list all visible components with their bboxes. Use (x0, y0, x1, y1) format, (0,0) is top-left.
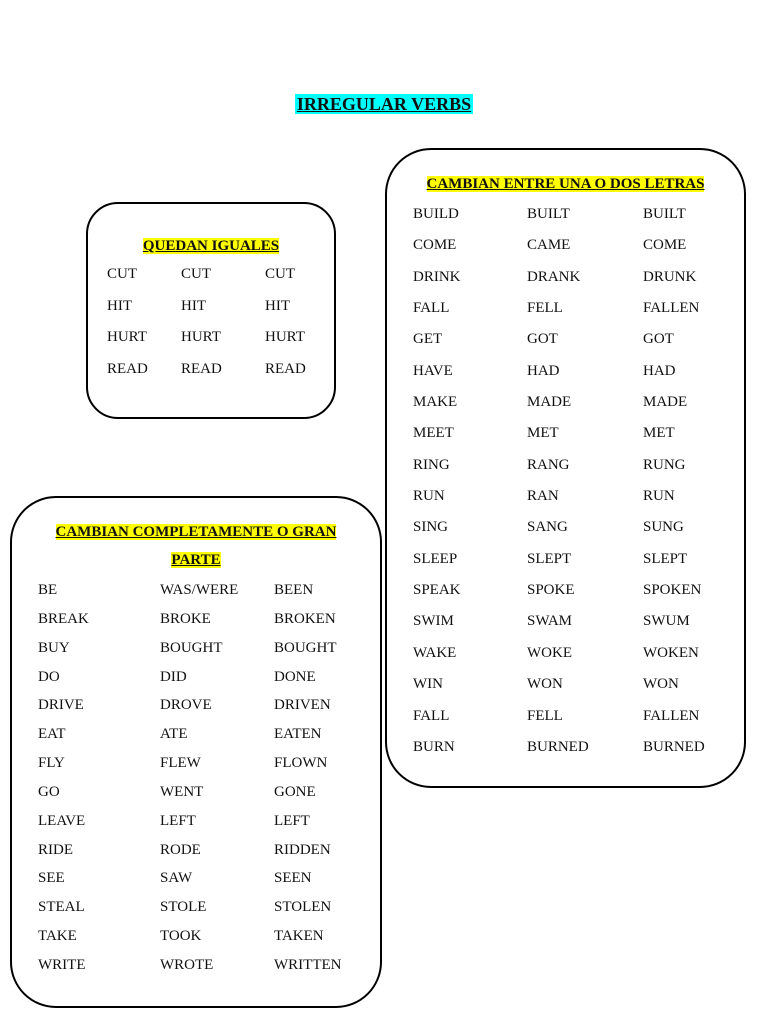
verb-past-simple: RAN (527, 488, 559, 505)
verb-past-simple: HAD (527, 362, 560, 379)
box-header-text: QUEDAN IGUALES (142, 238, 280, 254)
verb-past-simple: DROVE (160, 697, 212, 714)
verb-past-participle: SWUM (643, 613, 690, 630)
box-header-text: CAMBIAN COMPLETAMENTE O GRAN PARTE (55, 524, 337, 568)
verb-past-simple: SANG (527, 519, 568, 536)
verb-past-participle: DRUNK (643, 268, 697, 285)
verb-past-participle: RUN (643, 488, 675, 505)
verb-past-simple: SAW (160, 870, 193, 887)
verb-past-participle: BOUGHT (274, 639, 337, 656)
verb-base-form: CUT (107, 266, 137, 282)
verb-past-participle: MET (643, 425, 675, 442)
verb-past-simple: DID (160, 668, 187, 685)
table-row (387, 237, 744, 268)
table-row (12, 640, 380, 669)
verb-past-participle: HIT (265, 297, 290, 314)
verb-past-participle: BEEN (274, 582, 314, 598)
verb-past-participle: FALLEN (643, 707, 700, 724)
verb-base-form: GO (38, 783, 60, 800)
verb-past-participle: SUNG (643, 519, 684, 536)
verb-past-simple: BUILT (527, 206, 570, 222)
verb-past-simple: BROKE (160, 610, 211, 627)
table-row (12, 697, 380, 726)
verb-past-participle: LEFT (274, 812, 310, 829)
page-title-text: IRREGULAR VERBS (296, 94, 472, 114)
table-row (387, 425, 744, 456)
table-row (387, 206, 744, 237)
verb-table (12, 582, 380, 986)
verb-base-form: HAVE (413, 362, 453, 379)
verb-past-simple: MET (527, 425, 559, 442)
verb-base-form: TAKE (38, 928, 77, 945)
table-row (12, 726, 380, 755)
verb-past-simple: CUT (181, 266, 211, 282)
verb-base-form: BE (38, 582, 58, 598)
verb-base-form: DRINK (413, 268, 461, 285)
verb-past-simple: SWAM (527, 613, 573, 630)
verb-base-form: RIDE (38, 841, 73, 858)
table-row (12, 813, 380, 842)
table-row (387, 363, 744, 394)
table-row (88, 266, 334, 298)
table-row (12, 669, 380, 698)
verb-past-simple: HIT (181, 297, 206, 314)
verb-past-participle: RIDDEN (274, 841, 331, 858)
table-row (12, 611, 380, 640)
table-row (387, 269, 744, 300)
verb-past-simple: GOT (527, 331, 558, 348)
verb-past-participle: EATEN (274, 726, 322, 743)
verb-base-form: MAKE (413, 394, 458, 411)
table-row (12, 928, 380, 957)
verb-past-simple: RANG (527, 456, 570, 473)
verb-base-form: FALL (413, 707, 450, 724)
verb-past-participle: CUT (265, 266, 295, 282)
verb-base-form: COME (413, 237, 457, 254)
table-row (387, 488, 744, 519)
verb-base-form: EAT (38, 726, 66, 743)
verb-past-participle: SEEN (274, 870, 312, 887)
verb-past-simple: SLEPT (527, 550, 572, 567)
table-row (387, 708, 744, 739)
box-header (46, 518, 346, 574)
verb-base-form: GET (413, 331, 443, 348)
verb-base-form: WRITE (38, 956, 86, 973)
table-row (387, 676, 744, 707)
verb-past-simple: WOKE (527, 644, 572, 661)
verb-table (88, 266, 334, 392)
verb-past-participle: SPOKEN (643, 582, 702, 599)
verb-past-participle: GOT (643, 331, 674, 348)
verb-table (387, 206, 744, 770)
verb-past-participle: READ (265, 360, 306, 377)
verb-base-form: FALL (413, 300, 450, 317)
verb-base-form: BUILD (413, 206, 459, 222)
verb-past-participle: DONE (274, 668, 316, 685)
verb-past-simple: MADE (527, 394, 572, 411)
verb-past-simple: BOUGHT (160, 639, 223, 656)
verb-past-participle: TAKEN (274, 928, 324, 945)
verb-past-participle: MADE (643, 394, 688, 411)
box-header (387, 170, 744, 198)
verb-past-simple: SPOKE (527, 582, 575, 599)
verb-base-form: WIN (413, 676, 443, 693)
verb-past-participle: COME (643, 237, 687, 254)
verb-past-participle: WRITTEN (274, 956, 342, 973)
verb-past-participle: GONE (274, 783, 316, 800)
table-row (387, 613, 744, 644)
verb-past-simple: HURT (181, 329, 221, 345)
verb-base-form: HURT (107, 329, 147, 345)
box-header-text: CAMBIAN ENTRE UNA O DOS LETRAS (426, 176, 705, 192)
verb-base-form: SING (413, 519, 449, 536)
verb-past-simple: TOOK (160, 928, 202, 945)
verb-past-simple: BURNED (527, 738, 589, 755)
verb-base-form: BURN (413, 738, 455, 755)
verb-base-form: RING (413, 456, 450, 473)
verb-past-simple: WROTE (160, 956, 214, 973)
verb-past-simple: WAS/WERE (160, 582, 239, 598)
table-row (12, 957, 380, 986)
table-row (12, 582, 380, 611)
verb-base-form: DO (38, 668, 60, 685)
verb-past-participle: FLOWN (274, 755, 328, 772)
verb-past-participle: BROKEN (274, 610, 336, 627)
verb-base-form: HIT (107, 297, 132, 314)
verb-past-participle: STOLEN (274, 899, 332, 916)
verb-past-simple: CAME (527, 237, 571, 254)
verb-past-simple: FELL (527, 707, 563, 724)
page-title (0, 94, 768, 115)
table-row (387, 394, 744, 425)
table-row (387, 739, 744, 770)
verb-past-simple: LEFT (160, 812, 196, 829)
verb-past-participle: WOKEN (643, 644, 699, 661)
table-row (12, 899, 380, 928)
table-row (88, 329, 334, 361)
verb-base-form: STEAL (38, 899, 85, 916)
box-quedan-iguales (86, 202, 336, 419)
verb-base-form: FLY (38, 755, 65, 772)
table-row (12, 784, 380, 813)
verb-past-simple: WON (527, 676, 563, 693)
table-row (88, 298, 334, 330)
verb-past-participle: HURT (265, 329, 305, 345)
verb-past-simple: FLEW (160, 755, 201, 772)
verb-past-participle: FALLEN (643, 300, 700, 317)
verb-past-participle: BUILT (643, 206, 686, 222)
verb-base-form: SEE (38, 870, 65, 887)
verb-past-participle: HAD (643, 362, 676, 379)
verb-past-participle: WON (643, 676, 679, 693)
verb-base-form: BUY (38, 639, 70, 656)
verb-base-form: SLEEP (413, 550, 458, 567)
box-cambian-letras (385, 148, 746, 788)
table-row (12, 870, 380, 899)
table-row (12, 842, 380, 871)
table-row (387, 551, 744, 582)
verb-past-simple: READ (181, 360, 222, 377)
verb-past-simple: DRANK (527, 268, 581, 285)
verb-base-form: WAKE (413, 644, 457, 661)
verb-past-participle: DRIVEN (274, 697, 331, 714)
table-row (387, 300, 744, 331)
table-row (88, 361, 334, 393)
verb-base-form: LEAVE (38, 812, 86, 829)
verb-past-simple: WENT (160, 783, 204, 800)
table-row (387, 645, 744, 676)
box-header (88, 232, 334, 260)
verb-base-form: READ (107, 360, 148, 377)
verb-base-form: DRIVE (38, 697, 84, 714)
table-row (12, 755, 380, 784)
table-row (387, 457, 744, 488)
table-row (387, 331, 744, 362)
verb-past-participle: SLEPT (643, 550, 688, 567)
table-row (387, 582, 744, 613)
verb-base-form: RUN (413, 488, 445, 505)
table-row (387, 519, 744, 550)
verb-past-simple: ATE (160, 726, 188, 743)
verb-base-form: MEET (413, 425, 454, 442)
verb-past-simple: STOLE (160, 899, 207, 916)
verb-past-simple: FELL (527, 300, 563, 317)
verb-past-simple: RODE (160, 841, 201, 858)
box-cambian-completamente (10, 496, 382, 1008)
verb-base-form: SPEAK (413, 582, 461, 599)
verb-base-form: BREAK (38, 610, 89, 627)
verb-base-form: SWIM (413, 613, 454, 630)
verb-past-participle: RUNG (643, 456, 686, 473)
verb-past-participle: BURNED (643, 738, 705, 755)
